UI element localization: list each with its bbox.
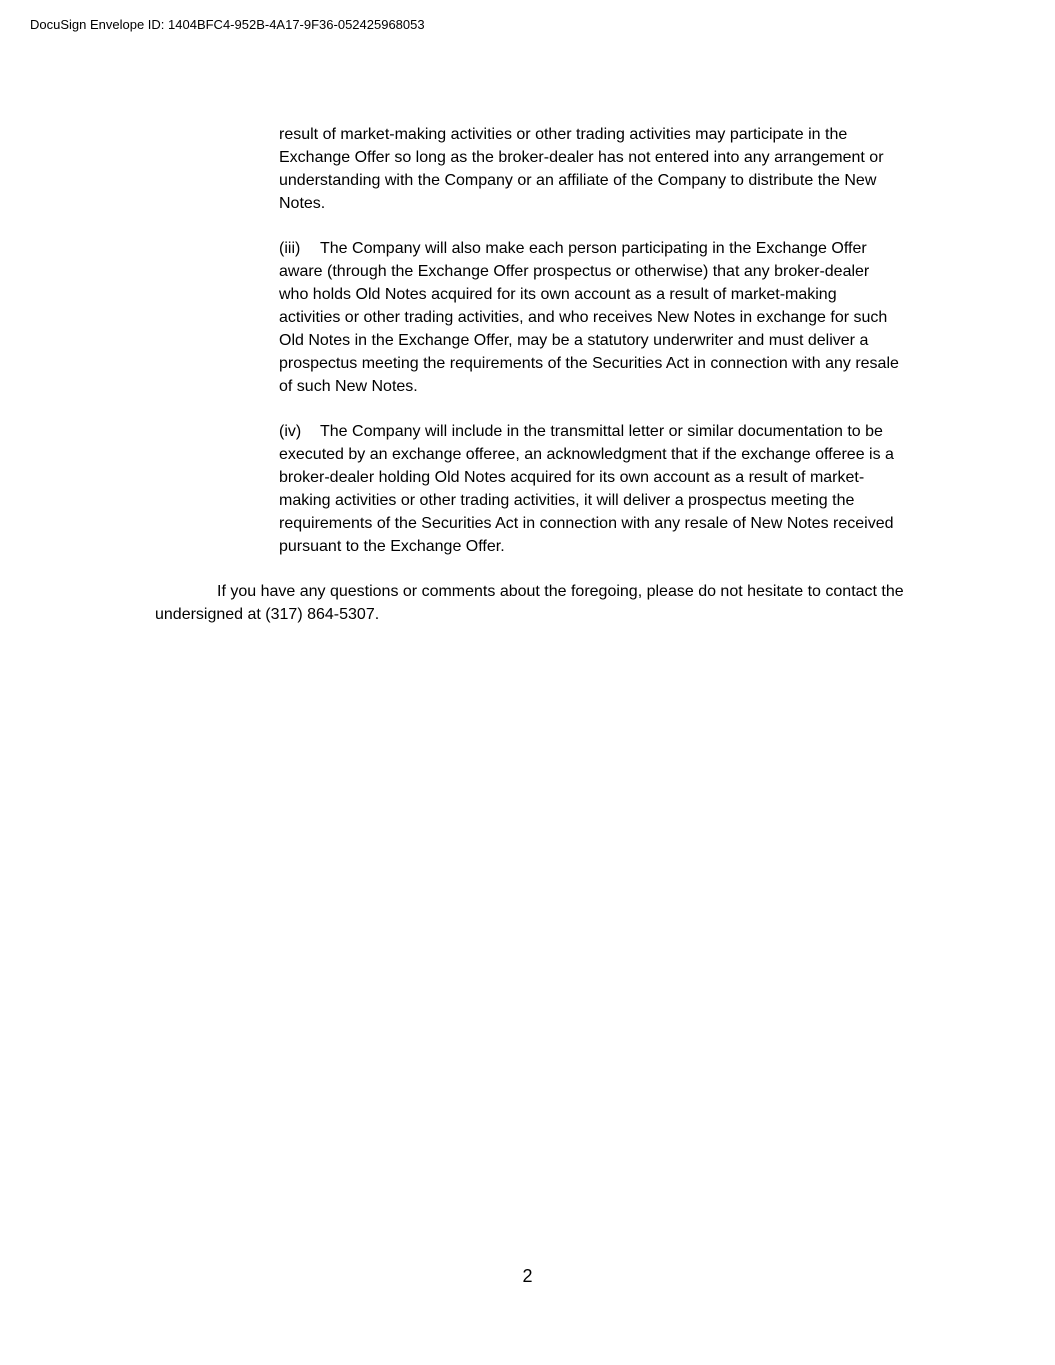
page-number: 2 [522,1266,533,1286]
continuation-paragraph: result of market-making activities or other trading activities may participate in the Exchange Offer so long as the broker-dealer has not entered into any arrangement or understanding with the Company or an affiliate of the Company to distribute the New Notes. [279,126,884,212]
item-iii-text: The Company will also make each person participating in the Exchange Offer aware (through the Exchange Offer prospectus or otherwise) that any broker-dealer who holds Old Notes acquired for its own account as a result of market-making activities or other trading activities, and who receives New Notes in exchange for such Old Notes in the Exchange Offer, may be a statutory underwriter and must deliver a prospectus meeting the requirements of the Securities Act in connection with any resale of such New Notes. [279,240,899,395]
item-iv-number: (iv) [279,423,302,440]
item-iii-paragraph [279,237,901,398]
docusign-envelope-id: DocuSign Envelope ID: 1404BFC4-952B-4A17-9F36-052425968053 [30,17,425,32]
item-iv-text: The Company will include in the transmittal letter or similar documentation to be executed by an exchange offeree, an acknowledgment that if the exchange offeree is a broker-dealer holding Old Notes acquired for its own account as a result of market-making activities or other trading activities, it will deliver a prospectus meeting the requirements of the Securities Act in connection with any resale of New Notes received pursuant to the Exchange Offer. [279,423,894,555]
item-iii-number: (iii) [279,240,301,257]
closing-paragraph: If you have any questions or comments about the foregoing, please do not hesitate to contact the undersigned at (317) 864-5307. [155,583,904,623]
item-iv-paragraph [279,420,901,558]
